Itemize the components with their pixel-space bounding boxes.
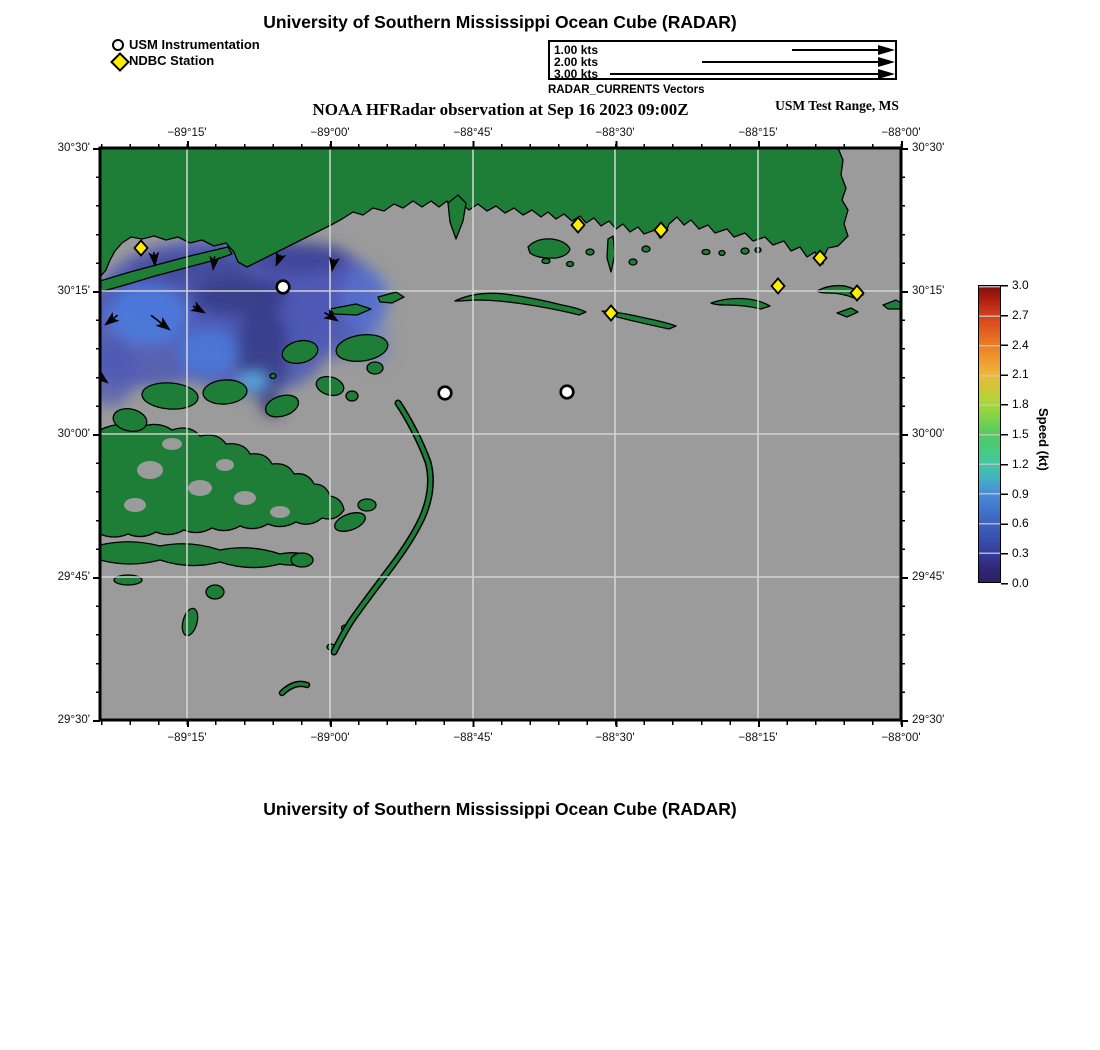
lon-label-top: −89°00'	[310, 127, 350, 139]
lat-label-left: 30°00'	[57, 428, 90, 440]
lon-label-top: −88°45'	[453, 127, 493, 139]
vector-scale-box	[548, 40, 897, 80]
lat-label-right: 29°45'	[912, 571, 945, 583]
colorbar-tick-label: 1.5	[1012, 427, 1029, 441]
lon-label-bottom: −88°30'	[595, 732, 635, 744]
usm-instrument-legend-icon	[112, 39, 124, 51]
colorbar-tick-label: 2.4	[1012, 338, 1029, 352]
colorbar-tick-label: 0.9	[1012, 487, 1029, 501]
lat-label-left: 29°30'	[57, 714, 90, 726]
lon-label-top: −88°00'	[881, 127, 921, 139]
lat-label-right: 30°30'	[912, 142, 945, 154]
footer-title: University of Southern Mississippi Ocean Cube (RADAR)	[263, 799, 737, 819]
scale-arrow-head-icon	[878, 69, 895, 79]
bottom-major-ticks	[187, 720, 903, 727]
scale-arrow-head-icon	[878, 45, 895, 55]
usm-instrument-marker	[277, 281, 290, 294]
left-major-ticks	[93, 148, 100, 722]
speed-blob	[108, 285, 188, 345]
legend-ndbc-label: NDBC Station	[129, 53, 215, 68]
colorbar-tick-label: 1.8	[1012, 397, 1029, 411]
lon-label-top: −88°15'	[738, 127, 778, 139]
scale-row-label: 1.00 kts	[554, 43, 599, 57]
vector-scale-caption: RADAR_CURRENTS Vectors	[548, 84, 705, 96]
lon-label-bottom: −88°15'	[738, 732, 778, 744]
colorbar-tick-label: 2.1	[1012, 367, 1029, 381]
top-major-ticks	[187, 141, 903, 148]
scale-row-label: 2.00 kts	[554, 55, 599, 69]
lon-label-top: −89°15'	[167, 127, 207, 139]
colorbar-gridlines	[979, 286, 1000, 582]
scale-arrow-shaft	[610, 73, 882, 75]
colorbar-tick-label: 0.3	[1012, 546, 1029, 560]
lat-label-left: 30°15'	[57, 285, 90, 297]
lat-label-left: 29°45'	[57, 571, 90, 583]
colorbar-tick-label: 0.0	[1012, 576, 1029, 590]
colorbar-tick-label: 2.7	[1012, 308, 1029, 322]
page-title: University of Southern Mississippi Ocean Cube (RADAR)	[263, 12, 737, 32]
scale-arrow-head-icon	[878, 57, 895, 67]
legend-usm-label: USM Instrumentation	[129, 37, 260, 52]
usm-instrument-marker	[439, 387, 452, 400]
right-major-ticks	[901, 148, 908, 722]
lon-label-top: −88°30'	[595, 127, 635, 139]
speed-blob	[84, 338, 136, 406]
usm-instrument-marker	[561, 386, 574, 399]
colorbar-title: Speed (kt)	[1036, 407, 1051, 471]
scale-row-label: 3.00 kts	[554, 67, 599, 81]
region-label: USM Test Range, MS	[775, 98, 899, 113]
lat-label-right: 30°00'	[912, 428, 945, 440]
lon-label-bottom: −88°00'	[881, 732, 921, 744]
scale-arrow-shaft	[792, 49, 882, 51]
scale-arrow-shaft	[702, 61, 882, 63]
observation-subtitle: NOAA HFRadar observation at Sep 16 2023 09:00Z	[312, 100, 689, 119]
lat-label-right: 29°30'	[912, 714, 945, 726]
lat-label-left: 30°30'	[57, 142, 90, 154]
colorbar-tick-label: 0.6	[1012, 516, 1029, 530]
lon-label-bottom: −89°00'	[310, 732, 350, 744]
lon-label-bottom: −89°15'	[167, 732, 207, 744]
colorbar-tick-label: 3.0	[1012, 278, 1029, 292]
colorbar-tick-label: 1.2	[1012, 457, 1029, 471]
colorbar-ticks	[1001, 285, 1008, 585]
lon-label-bottom: −88°45'	[453, 732, 493, 744]
lat-label-right: 30°15'	[912, 285, 945, 297]
